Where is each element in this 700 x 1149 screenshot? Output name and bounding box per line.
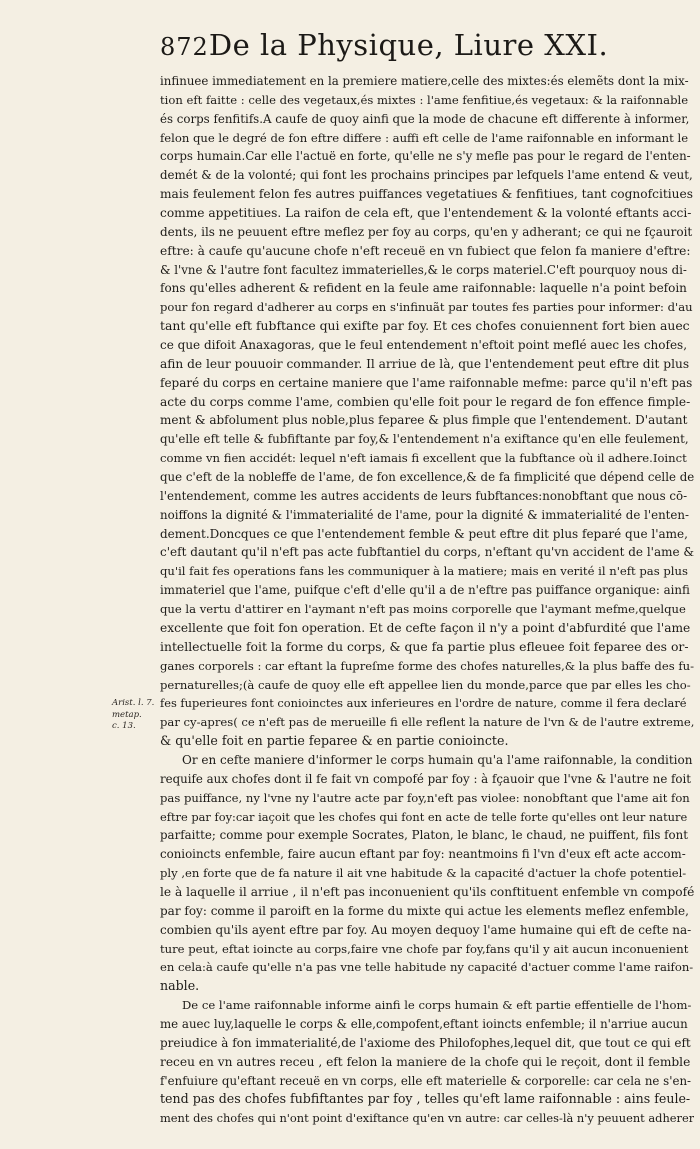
text-line: ply ,en forte que de fa nature il ait vne habitude & la capacité d'actuer la chofe potentiel- (160, 866, 687, 881)
text-line: corps humain.Car elle l'actuë en forte, qu'elle ne s'y mefle pas pour le regard de l'enten- (160, 149, 691, 164)
page-number: 872 (160, 33, 209, 61)
text-line: acte du corps comme l'ame, combien qu'elle foit pour le regard de fon effence fimple- (160, 394, 691, 409)
text-line: tend pas des chofes fubfiftantes par foy , telles qu'eft lame raifonnable : ains feule- (160, 1091, 691, 1107)
text-line: De ce l'ame raifonnable informe ainfi le corps humain & eft partie effentielle de l'hom- (182, 998, 692, 1013)
margin-note-line: Arist. l. 7. (112, 698, 155, 708)
text-line: preiudice à fon immaterialité,de l'axiome des Philofophes,lequel dit, que tout ce qui eft (160, 1035, 691, 1050)
text-line: fes fuperieures font conioinctes aux inferieures en l'ordre de nature, comme il fera declaré (160, 696, 687, 711)
text-line: noiffons la dignité & l'immaterialité de l'ame, pour la dignité & immaterialité de l'enten- (160, 507, 689, 522)
text-line: demét & de la volonté; qui font les prochains principes par lefquels l'ame entend & veut, (160, 168, 693, 183)
text-line: nable. (160, 978, 200, 994)
text-line: en cela:à caufe qu'elle n'a pas vne telle habitude ny capacité d'actuer comme l'ame raifon- (160, 960, 694, 975)
text-line: eftre: à caufe qu'aucune chofe n'eft receuë en vn fubiect que felon fa maniere d'eftre: (160, 243, 691, 258)
text-line: tion eft faitte : celle des vegetaux,és mixtes : l'ame fenfitiue,és vegetaux: & la raifonnable (160, 92, 689, 107)
text-line: comme appetitiues. La raifon de cela eft, que l'entendement & la volonté eftants acci- (160, 206, 692, 221)
text-line: pernaturelles;(à caufe de quoy elle eft appellee lien du monde,parce que par elles les cho- (160, 677, 691, 692)
text-line: l'entendement, comme les autres accidents de leurs fubftances:nonobftant que nous cō- (160, 488, 688, 503)
text-line: receu en vn autres receu , eft felon la maniere de la chofe qui le reçoit, dont il femble (160, 1054, 691, 1069)
text-line: conioincts enfemble, faire aucun eftant par foy: neantmoins fi l'vn d'eux eft acte accom- (160, 847, 686, 862)
text-line: infinuee immediatement en la premiere matiere,celle des mixtes:és elemẽts dont la mix- (160, 74, 689, 88)
text-line: ture peut, eftat ioincte au corps,faire vne chofe par foy,fans qu'il y ait aucun inconuenient (160, 941, 689, 956)
text-line: pas puiffance, ny l'vne ny l'autre acte par foy,n'eft pas violee: nonobftant que l'ame ait fon (160, 790, 690, 805)
margin-note (112, 698, 158, 733)
running-title: De la Physique, Liure XXI. (208, 28, 609, 62)
margin-note-line: c. 13. (112, 721, 136, 731)
text-line: me auec luy,laquelle le corps & elle,compofent,eftant ioincts enfemble; il n'arriue aucun (160, 1016, 688, 1031)
text-line: pour fon regard d'adherer au corps en s'infinuãt par toutes fes parties pour informer: d'au (160, 300, 693, 315)
text-line: f'enfuiure qu'eftant receuë en vn corps, elle eft materielle & corporelle: car cela ne s'en- (160, 1073, 692, 1088)
text-line: intellectuelle foit la forme du corps, & que fa partie plus efleuee foit feparee des or- (160, 638, 689, 654)
text-line: dement.Doncques ce que l'entendement femble & peut eftre dit plus feparé que l'ame, (160, 526, 688, 541)
text-line: ment & abfolument plus noble,plus feparee & plus fimple que l'entendement. D'autant (160, 413, 688, 428)
margin-note-line: metap. (112, 709, 142, 720)
text-line: le à laquelle il arriue , il n'eft pas inconuenient qu'ils conftituent enfemble vn compofé (160, 884, 694, 899)
text-line: qu'il fait fes operations fans les communiquer à la matiere; mais en verité il n'eft pas plus (160, 564, 688, 579)
text-line: ment des chofes qui n'ont point d'exiftance qu'en vn autre: car celles-là n'y peuuent adherer (160, 1111, 694, 1126)
text-line: eftre par foy:car iaçoit que les chofes qui font en acte de telle forte qu'elles ont leur nature (160, 809, 688, 824)
text-line: excellente que foit fon operation. Et de cefte façon il n'y a point d'abfurdité que l'ame (160, 620, 691, 635)
text-line: mais feulement felon fes autres puiffances vegetatiues & fenfitiues, tant cognofcitiues (160, 187, 693, 202)
text-line: immateriel que l'ame, puifque c'eft d'elle qu'il a de n'eftre pas puiffance organique: ainfi (160, 583, 690, 598)
text-line: & qu'elle foit en partie feparee & en partie conioincte. (160, 733, 509, 749)
text-line: és corps fenfitifs.A caufe de quoy ainfi que la mode de chacune eft differente à informer, (160, 111, 690, 126)
text-line: que c'eft de la nobleffe de l'ame, de fon excellence,& de fa fimplicité que dépend celle de (160, 470, 694, 485)
text-line: feparé du corps en certaine maniere que l'ame raifonnable mefme: parce qu'il n'eft pas (160, 375, 693, 390)
text-line: par cy-apres( ce n'eft pas de merueille fi elle reflent la nature de l'vn & de l'autre extreme, (160, 715, 694, 730)
text-line: dents, ils ne peuuent eftre meflez per foy au corps, qu'en y adherant; ce qui ne fçauroit (160, 224, 693, 239)
text-line: felon que le degré de fon eftre differe : auffi eft celle de l'ame raifonnable en informant le (160, 130, 689, 145)
text-line: c'eft dautant qu'il n'eft pas acte fubftantiel du corps, n'eftant qu'vn accident de l'ame & (160, 545, 694, 560)
text-line: requife aux chofes dont il fe fait vn compofé par foy : à fçauoir que l'vne & l'autre ne foit (160, 771, 692, 786)
body-text (160, 72, 694, 1128)
text-line: par foy: comme il paroift en la forme du mixte qui actue les elements meflez enfemble, (160, 903, 689, 918)
text-line: ce que difoit Anaxagoras, que le feul entendement n'eftoit point meflé auec les chofes, (160, 338, 688, 353)
text-line: & l'vne & l'autre font facultez immaterielles,& le corps materiel.C'eft pourquoy nous di- (160, 262, 687, 277)
page-header (160, 28, 609, 68)
text-line: qu'elle eft telle & fubfiftante par foy,& l'entendement n'a exiftance qu'en elle feulement, (160, 432, 689, 447)
text-line: afin de leur pouuoir commander. Il arriue de là, que l'entendement peut eftre dit plus (160, 356, 690, 371)
text-line: comme vn fien accidét: lequel n'eft iamais fi excellent que la fubftance où il adhere.Ioinct (160, 451, 687, 466)
text-line: combien qu'ils ayent eftre par foy. Au moyen dequoy l'ame humaine qui eft de cefte na- (160, 922, 692, 937)
text-line: parfaitte; comme pour exemple Socrates, Platon, le blanc, le chaud, ne puiffent, fils font (160, 828, 688, 843)
text-line: fons qu'elles adherent & refident en la feule ame raifonnable: laquelle n'a point befoin (160, 281, 687, 296)
text-line: tant qu'elle eft fubftance qui exifte par foy. Et ces chofes conuiennent fort bien auec (160, 318, 690, 334)
text-line: que la vertu d'attirer en l'aymant n'eft pas moins corporelle que l'aymant mefme,quelque (160, 602, 686, 617)
text-line: ganes corporels : car eftant la fupreſme forme des chofes naturelles,& la plus baffe des fu- (160, 658, 694, 673)
text-line: Or en cefte maniere d'informer le corps humain qu'a l'ame raifonnable, la condition (182, 752, 693, 767)
